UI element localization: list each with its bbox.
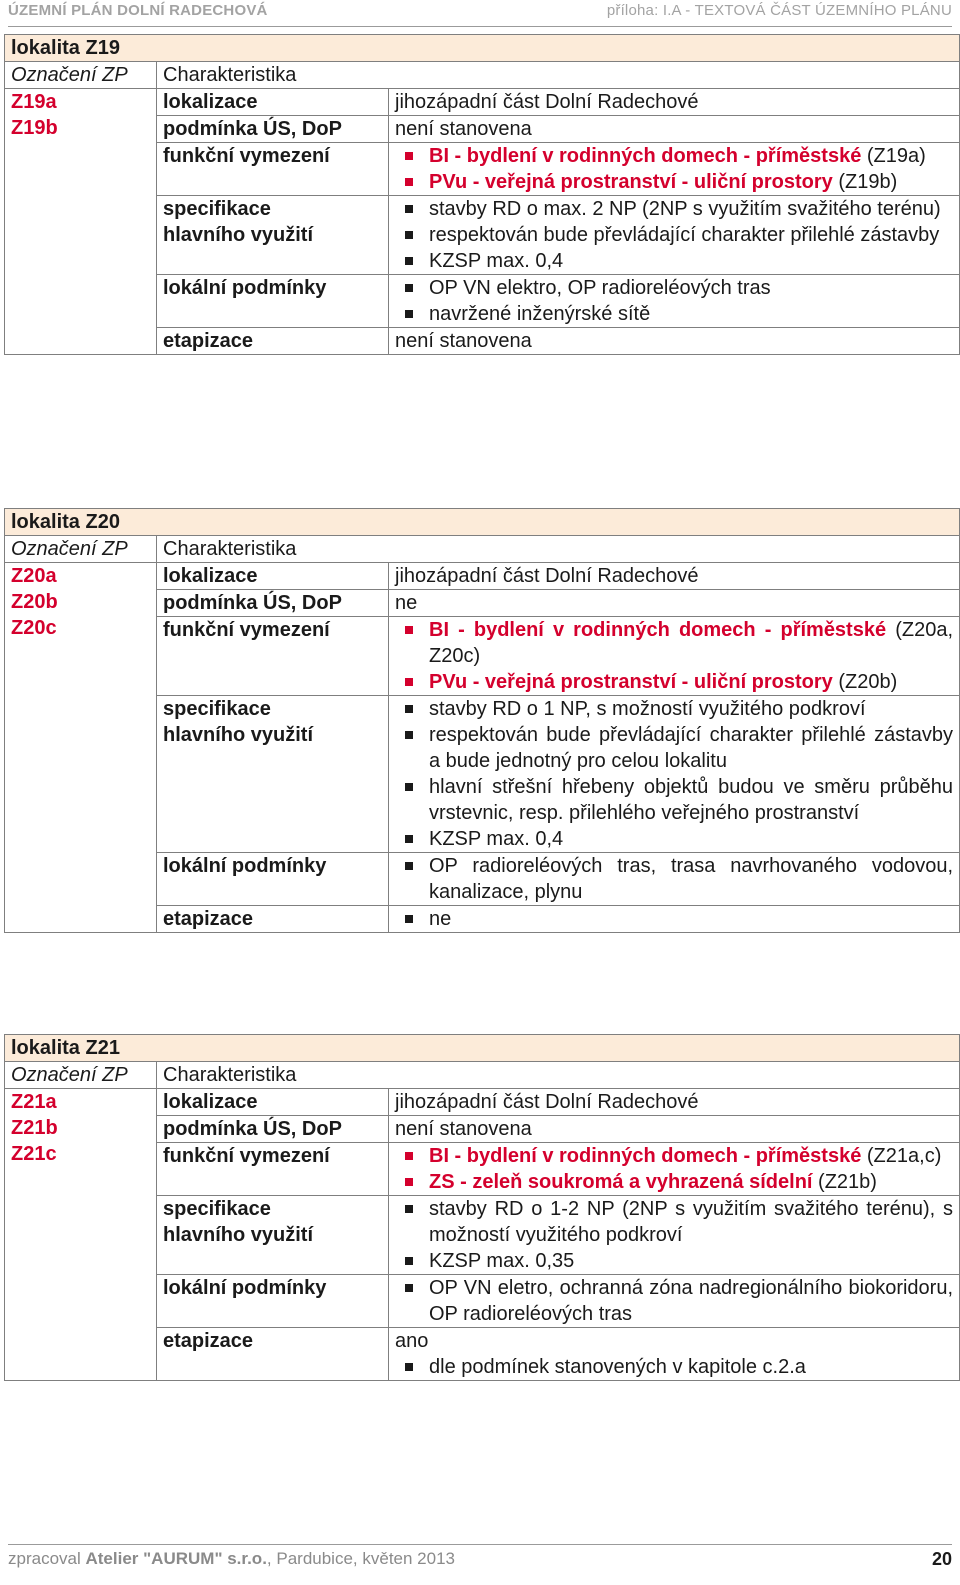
value-lokalni: [389, 853, 960, 906]
list-item: ZS - zeleň soukromá a vyhrazená sídelní (Z21b): [395, 1169, 953, 1195]
list-item: OP VN eletro, ochranná zóna nadregionálního biokoridoru, OP radioreléových tras: [395, 1275, 953, 1327]
value-specifikace: [389, 196, 960, 275]
list-item: dle podmínek stanovených v kapitole c.2.a: [395, 1354, 953, 1380]
list-item: stavby RD o 1 NP, s možností využitého podkroví: [395, 696, 953, 722]
value-podminka: není stanovena: [389, 1116, 960, 1143]
zone-code: Z20c: [11, 617, 57, 639]
characteristic-header: Charakteristika: [157, 62, 960, 89]
list-item: respektován bude převládající charakter přilehlé zástavby: [395, 222, 953, 248]
page-header: [8, 0, 952, 27]
value-podminka: není stanovena: [389, 116, 960, 143]
list-item: BI - bydlení v rodinných domech - příměstské (Z20a, Z20c): [395, 617, 953, 669]
list-item: stavby RD o 1-2 NP (2NP s využitím svažitého terénu), s možností využitého podkroví: [395, 1196, 953, 1248]
value-lokalni: [389, 1275, 960, 1328]
label-etapizace: etapizace: [157, 906, 389, 933]
zone-code: Z20a: [11, 565, 57, 587]
locality-title: lokalita Z19: [5, 35, 960, 62]
value-funkcni: [389, 1143, 960, 1196]
value-etapizace: [389, 1328, 960, 1381]
value-funkcni: [389, 143, 960, 196]
value-specifikace: [389, 1196, 960, 1275]
list-item: stavby RD o max. 2 NP (2NP s využitím svažitého terénu): [395, 196, 953, 222]
value-lokalizace: jihozápadní část Dolní Radechové: [389, 89, 960, 116]
list-item: KZSP max. 0,4: [395, 826, 953, 852]
locality-table-z19: [4, 34, 960, 355]
value-lokalni: [389, 275, 960, 328]
label-specifikace: specifikace hlavního využití: [157, 696, 389, 853]
list-item: BI - bydlení v rodinných domech - příměstské (Z19a): [395, 143, 953, 169]
label-lokalizace: lokalizace: [157, 1089, 389, 1116]
label-lokalizace: lokalizace: [157, 89, 389, 116]
label-lokalni: lokální podmínky: [157, 275, 389, 328]
label-lokalni: lokální podmínky: [157, 1275, 389, 1328]
value-lokalizace: jihozápadní část Dolní Radechové: [389, 1089, 960, 1116]
zone-code: Z19b: [11, 117, 58, 139]
zone-code: Z19a: [11, 91, 57, 113]
label-specifikace: specifikace hlavního využití: [157, 1196, 389, 1275]
value-podminka: ne: [389, 590, 960, 617]
label-lokalni: lokální podmínky: [157, 853, 389, 906]
value-specifikace: [389, 696, 960, 853]
etapizace-text: ano: [395, 1330, 429, 1352]
designation-header: Označení ZP: [5, 1062, 157, 1089]
zone-code: Z21c: [11, 1143, 57, 1165]
zone-codes: [5, 89, 157, 355]
locality-table-z20: [4, 508, 960, 933]
footer-credit: zpracoval Atelier "AURUM" s.r.o., Pardubice, květen 2013: [8, 1549, 455, 1568]
list-item: hlavní střešní hřebeny objektů budou ve směru průběhu vrstevnic, resp. přilehlého veřejného prostranství: [395, 774, 953, 826]
designation-header: Označení ZP: [5, 62, 157, 89]
value-etapizace: [389, 906, 960, 933]
characteristic-header: Charakteristika: [157, 536, 960, 563]
list-item: OP VN elektro, OP radioreléových tras: [395, 275, 953, 301]
list-item: KZSP max. 0,35: [395, 1248, 953, 1274]
zone-codes: [5, 563, 157, 933]
label-etapizace: etapizace: [157, 1328, 389, 1381]
page-footer: [8, 1544, 952, 1575]
document-title: ÚZEMNÍ PLÁN DOLNÍ RADECHOVÁ: [8, 2, 268, 19]
label-lokalizace: lokalizace: [157, 563, 389, 590]
zone-code: Z21b: [11, 1117, 58, 1139]
list-item: respektován bude převládající charakter přilehlé zástavby a bude jednotný pro celou lokalitu: [395, 722, 953, 774]
zone-code: Z21a: [11, 1091, 57, 1113]
locality-title: lokalita Z20: [5, 509, 960, 536]
characteristic-header: Charakteristika: [157, 1062, 960, 1089]
value-etapizace: není stanovena: [389, 328, 960, 355]
label-etapizace: etapizace: [157, 328, 389, 355]
label-podminka: podmínka ÚS, DoP: [157, 590, 389, 617]
label-funkcni: funkční vymezení: [157, 143, 389, 196]
locality-title: lokalita Z21: [5, 1035, 960, 1062]
list-item: PVu - veřejná prostranství - uliční prostory (Z19b): [395, 169, 953, 195]
list-item: navržené inženýrské sítě: [395, 301, 953, 327]
list-item: OP radioreléových tras, trasa navrhovaného vodovou, kanalizace, plynu: [395, 853, 953, 905]
list-item: ne: [395, 906, 953, 932]
zone-code: Z20b: [11, 591, 58, 613]
zone-codes: [5, 1089, 157, 1381]
list-item: BI - bydlení v rodinných domech - příměstské (Z21a,c): [395, 1143, 953, 1169]
label-podminka: podmínka ÚS, DoP: [157, 116, 389, 143]
company-name: Atelier "AURUM" s.r.o.: [85, 1549, 267, 1568]
locality-table-z21: [4, 1034, 960, 1381]
page-number: 20: [931, 1549, 952, 1569]
attachment-label: příloha: I.A - TEXTOVÁ ČÁST ÚZEMNÍHO PLÁNU: [606, 2, 952, 19]
label-podminka: podmínka ÚS, DoP: [157, 1116, 389, 1143]
list-item: PVu - veřejná prostranství - uliční prostory (Z20b): [395, 669, 953, 695]
list-item: KZSP max. 0,4: [395, 248, 953, 274]
label-funkcni: funkční vymezení: [157, 617, 389, 696]
designation-header: Označení ZP: [5, 536, 157, 563]
value-funkcni: [389, 617, 960, 696]
label-funkcni: funkční vymezení: [157, 1143, 389, 1196]
label-specifikace: specifikace hlavního využití: [157, 196, 389, 275]
value-lokalizace: jihozápadní část Dolní Radechové: [389, 563, 960, 590]
